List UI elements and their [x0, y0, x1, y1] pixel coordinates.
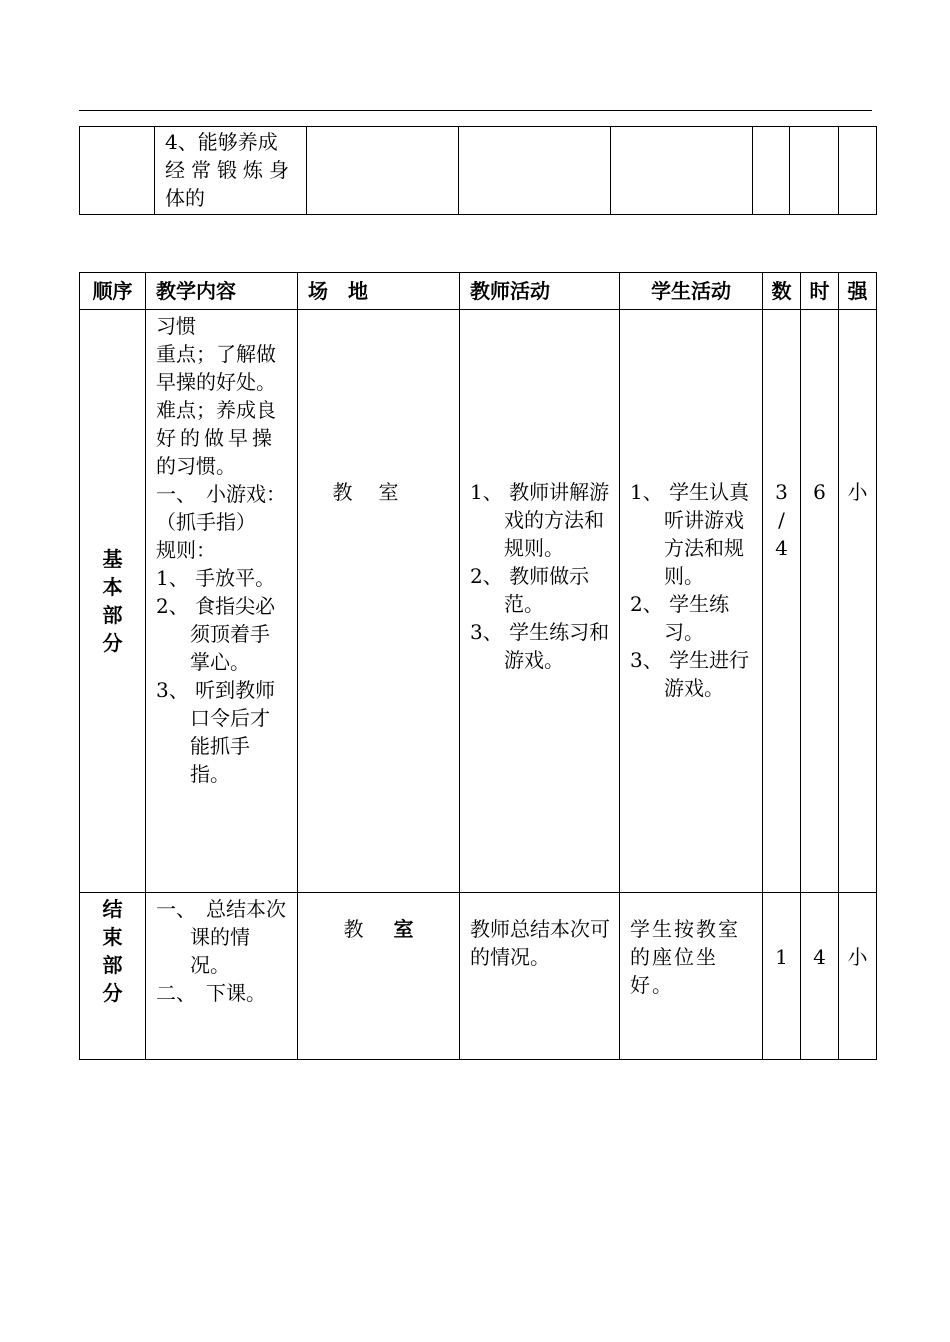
basic-place-cell: 教室: [298, 310, 460, 893]
fragment-count-cell: [753, 127, 790, 215]
basic-section-label: 基 本 部 分: [80, 310, 146, 893]
basic-count-cell: 3 / 4: [763, 310, 801, 893]
continued-table: [79, 126, 877, 215]
fragment-line-2: 经常锻炼身: [165, 158, 295, 182]
header-order: 顺序: [80, 273, 146, 310]
header-count: 数: [763, 273, 801, 310]
header-rule: [79, 110, 872, 111]
ending-section-row: [80, 893, 877, 1060]
basic-student-cell: 1、 学生认真听讲游戏方法和规则。 2、 学生练习。 3、 学生进行游戏。: [620, 310, 763, 893]
fragment-content-cell: [155, 127, 307, 215]
header-time: 时: [801, 273, 839, 310]
header-place: 场 地: [298, 273, 460, 310]
ending-count-cell: 1: [763, 893, 801, 1060]
lesson-table: [79, 272, 877, 1060]
fragment-time-cell: [790, 127, 839, 215]
ending-student-cell: 学生按教室的座位坐好。: [620, 893, 763, 1060]
ending-intensity-cell: 小: [839, 893, 877, 1060]
fragment-teacher-cell: [459, 127, 611, 215]
table-header-row: [80, 273, 877, 310]
basic-time-cell: 6: [801, 310, 839, 893]
fragment-order-cell: [80, 127, 155, 215]
header-intensity: 强: [839, 273, 877, 310]
basic-teacher-cell: 1、 教师讲解游戏的方法和规则。 2、 教师做示范。 3、 学生练习和游戏。: [460, 310, 620, 893]
fragment-place-cell: [307, 127, 459, 215]
basic-section-row: [80, 310, 877, 893]
header-content: 教学内容: [146, 273, 298, 310]
ending-time-cell: 4: [801, 893, 839, 1060]
fragment-student-cell: [611, 127, 753, 215]
fragment-line-1: 4、能够养成: [165, 130, 278, 154]
fragment-line-3: 体的: [165, 186, 205, 210]
ending-teacher-cell: 教师总结本次可的情况。: [460, 893, 620, 1060]
header-student: 学生活动: [620, 273, 763, 310]
header-teacher: 教师活动: [460, 273, 620, 310]
ending-section-label: 结 束 部 分: [80, 893, 146, 1060]
ending-content-cell: 一、 总结本次课的情况。 二、 下课。: [146, 893, 298, 1060]
fragment-intensity-cell: [839, 127, 877, 215]
basic-content-cell: 习惯 重点；了解做 早操的好处。 难点；养成良 好的做早操 的习惯。 一、 小游戏： （抓手指） 规则： 1、 手放平。 2、 食指尖必须顶着手掌心。 3、 听到教师口令后才能抓手指。: [146, 310, 298, 893]
ending-place-cell: 教 室: [298, 893, 460, 1060]
basic-intensity-cell: 小: [839, 310, 877, 893]
